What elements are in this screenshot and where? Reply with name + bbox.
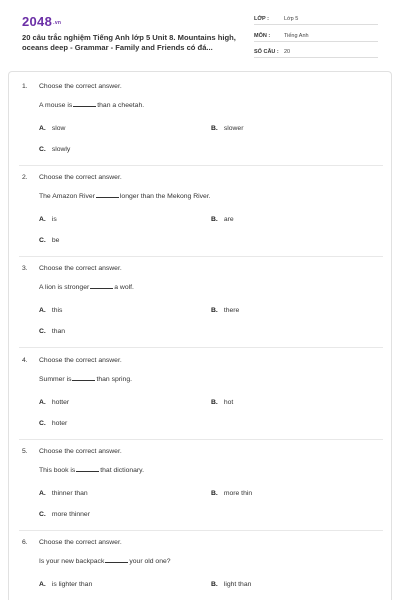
question-number: 6. <box>22 539 28 546</box>
meta-count-label: SỐ CÂU : <box>254 49 279 55</box>
option-letter: C. <box>39 511 46 518</box>
option-letter: B. <box>211 399 218 406</box>
option-text: than <box>51 328 66 335</box>
option-letter: B. <box>211 581 218 588</box>
stem-before: A lion is stronger <box>39 284 90 291</box>
question-instruction: Choose the correct answer. <box>39 83 122 90</box>
option-letter: C. <box>39 237 46 244</box>
question-instruction: Choose the correct answer. <box>39 174 122 181</box>
answer-blank <box>73 106 96 107</box>
option-b[interactable] <box>211 490 252 497</box>
meta-subject <box>254 30 378 42</box>
option-letter: B. <box>211 125 218 132</box>
option-c[interactable] <box>39 511 90 518</box>
question-instruction: Choose the correct answer. <box>39 539 122 546</box>
option-c[interactable] <box>39 420 67 427</box>
question-number: 1. <box>22 83 28 90</box>
question-instruction: Choose the correct answer. <box>39 265 122 272</box>
question-divider <box>19 347 383 348</box>
logo-text: 2048 <box>22 14 53 29</box>
option-text: more thin <box>223 490 253 497</box>
question-instruction: Choose the correct answer. <box>39 357 122 364</box>
question-divider <box>19 256 383 257</box>
option-a[interactable] <box>39 399 69 406</box>
stem-before: A mouse is <box>39 102 73 109</box>
question-card <box>8 71 392 600</box>
stem-before: The Amazon River <box>39 193 95 200</box>
option-letter: A. <box>39 399 46 406</box>
stem-after: than a cheetah. <box>97 102 145 109</box>
option-letter: B. <box>211 307 218 314</box>
option-text: more thinner <box>51 511 90 518</box>
answer-blank <box>90 288 113 289</box>
question-number: 3. <box>22 265 28 272</box>
answer-blank <box>105 562 128 563</box>
option-a[interactable] <box>39 216 57 223</box>
option-text: slowly <box>51 146 71 153</box>
document-title: 20 câu trắc nghiệm Tiếng Anh lớp 5 Unit 8. Mountains high, oceans deep - Grammar - Family and Friends có đá... <box>22 33 236 52</box>
stem-before: Is your new backpack <box>39 558 105 565</box>
option-text: thinner than <box>51 490 88 497</box>
option-a[interactable] <box>39 490 88 497</box>
question-stem <box>39 284 134 291</box>
stem-after: than spring. <box>96 376 133 383</box>
option-b[interactable] <box>211 399 233 406</box>
question-number: 2. <box>22 174 28 181</box>
option-b[interactable] <box>211 581 251 588</box>
option-c[interactable] <box>39 237 59 244</box>
option-c[interactable] <box>39 328 65 335</box>
option-b[interactable] <box>211 125 243 132</box>
question-stem <box>39 102 144 109</box>
question-stem <box>39 467 144 474</box>
question-number: 5. <box>22 448 28 455</box>
option-c[interactable] <box>39 146 70 153</box>
stem-before: Summer is <box>39 376 72 383</box>
option-b[interactable] <box>211 307 239 314</box>
question-divider <box>19 439 383 440</box>
option-text: hotter <box>51 399 70 406</box>
answer-blank <box>72 380 95 381</box>
stem-after: a wolf. <box>114 284 134 291</box>
document-header <box>0 0 400 62</box>
option-text: is lighter than <box>51 581 93 588</box>
meta-subject-label: MÔN : <box>254 33 271 39</box>
option-text: be <box>51 237 60 244</box>
question-divider <box>19 530 383 531</box>
question-instruction: Choose the correct answer. <box>39 448 122 455</box>
option-a[interactable] <box>39 581 92 588</box>
stem-before: This book is <box>39 467 76 474</box>
question-stem <box>39 193 211 200</box>
site-logo[interactable] <box>22 14 61 29</box>
option-text: is <box>51 216 57 223</box>
option-letter: C. <box>39 328 46 335</box>
meta-subject-value: Tiếng Anh <box>284 33 309 39</box>
option-letter: A. <box>39 581 46 588</box>
meta-grade-label: LỚP : <box>254 16 269 22</box>
question-number: 4. <box>22 357 28 364</box>
answer-blank <box>96 197 119 198</box>
option-text: hot <box>223 399 234 406</box>
option-text: slower <box>223 125 244 132</box>
option-text: light than <box>223 581 252 588</box>
option-letter: A. <box>39 216 46 223</box>
question-stem <box>39 376 132 383</box>
option-text: hoter <box>51 420 68 427</box>
option-letter: B. <box>211 490 218 497</box>
option-letter: C. <box>39 146 46 153</box>
option-letter: A. <box>39 307 46 314</box>
option-a[interactable] <box>39 307 62 314</box>
meta-count-value: 20 <box>284 49 291 55</box>
meta-question-count <box>254 46 378 58</box>
meta-grade-value: Lớp 5 <box>284 16 299 22</box>
option-text: are <box>223 216 234 223</box>
question-stem <box>39 558 171 565</box>
option-text: this <box>51 307 63 314</box>
option-text: slow <box>51 125 66 132</box>
meta-grade <box>254 13 378 25</box>
option-letter: C. <box>39 420 46 427</box>
option-a[interactable] <box>39 125 65 132</box>
stem-after: longer than the Mekong River. <box>119 193 211 200</box>
question-divider <box>19 165 383 166</box>
option-text: there <box>223 307 240 314</box>
option-letter: A. <box>39 125 46 132</box>
stem-after: that dictionary. <box>100 467 144 474</box>
stem-after: your old one? <box>129 558 171 565</box>
logo-suffix: .vn <box>53 19 62 26</box>
option-b[interactable] <box>211 216 234 223</box>
option-letter: B. <box>211 216 218 223</box>
option-letter: A. <box>39 490 46 497</box>
answer-blank <box>76 471 99 472</box>
